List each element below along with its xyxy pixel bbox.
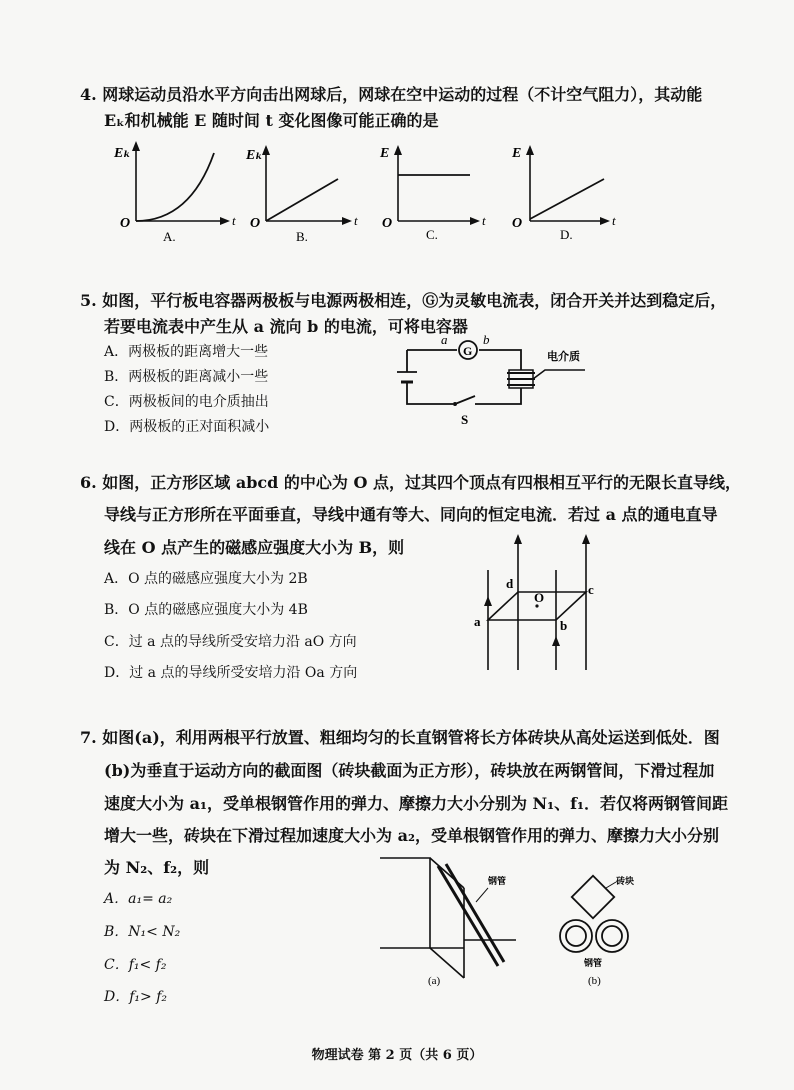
q5-number: 5. bbox=[80, 291, 97, 310]
caption-b: (b) bbox=[588, 975, 601, 987]
graph-a-origin: O bbox=[120, 216, 131, 231]
graph-b-caption: B. bbox=[296, 229, 308, 244]
q6-text-line2: 导线与正方形所在平面垂直，导线中通有等大、同向的恒定电流．若过 a 点的通电直导 bbox=[104, 505, 718, 524]
q6-option-a[interactable]: A．O 点的磁感应强度大小为 2B bbox=[104, 571, 308, 587]
q7-figure-a bbox=[378, 848, 528, 998]
q7-text-line2: (b)为垂直于运动方向的截面图（砖块截面为正方形），砖块放在两钢管间，下滑过程加 bbox=[104, 761, 715, 780]
q7-text-line3: 速度大小为 a₁，受单根钢管作用的弹力、摩擦力大小分别为 N₁、f₁．若仅将两钢管间距 bbox=[104, 794, 729, 813]
caption-a: (a) bbox=[428, 975, 441, 987]
q5-option-d[interactable]: D．两极板的正对面积减小 bbox=[104, 419, 270, 435]
graph-a-ylabel: Eₖ bbox=[114, 146, 131, 161]
q6-text-line3: 线在 O 点产生的磁感应强度大小为 B，则 bbox=[104, 538, 405, 557]
q6-wires-figure bbox=[470, 530, 620, 680]
q4-text-line2: Eₖ和机械能 E 随时间 t 变化图像可能正确的是 bbox=[104, 111, 439, 130]
label-c: c bbox=[588, 582, 594, 597]
page-footer: 物理试卷 第 2 页（共 6 页） bbox=[311, 1048, 483, 1063]
graph-d-caption: D. bbox=[560, 227, 573, 242]
q6-option-b[interactable]: B．O 点的磁感应强度大小为 4B bbox=[104, 602, 308, 618]
switch-label: S bbox=[461, 412, 469, 427]
q4-graphs bbox=[0, 135, 794, 265]
q5-circuit-figure bbox=[395, 330, 615, 430]
q5-text-line1: 5. 如图，平行板电容器两极板与电源两极相连，Ⓖ为灵敏电流表，闭合开关并达到稳定后， bbox=[80, 291, 727, 310]
graph-c-xlabel: t bbox=[482, 213, 486, 228]
q7-option-c[interactable]: C．f₁< f₂ bbox=[104, 957, 167, 973]
q5-option-a[interactable]: A．两极板的距离增大一些 bbox=[104, 344, 269, 360]
q5-option-c[interactable]: C．两极板间的电介质抽出 bbox=[104, 394, 269, 410]
q7-figure-b bbox=[548, 866, 648, 996]
dielectric-label: 电介质 bbox=[547, 351, 580, 363]
brick-label: 砖块 bbox=[616, 876, 635, 886]
graph-b-xlabel: t bbox=[354, 213, 358, 228]
galvanometer-label: G bbox=[463, 344, 473, 358]
q7-option-b[interactable]: B．N₁< N₂ bbox=[104, 924, 181, 940]
q4-number: 4. bbox=[80, 85, 97, 104]
q4-text-line1: 4. 网球运动员沿水平方向击出网球后，网球在空中运动的过程（不计空气阻力），其动能 bbox=[80, 85, 703, 104]
graph-b-ylabel: Eₖ bbox=[246, 148, 263, 163]
label-b: b bbox=[483, 332, 490, 347]
graph-c bbox=[379, 145, 486, 242]
pipe-left-icon bbox=[560, 920, 592, 952]
q6-text-line1: 6. 如图，正方形区域 abcd 的中心为 O 点，过其四个顶点有四根相互平行的无限长直导线， bbox=[80, 473, 741, 492]
pipe-right-icon bbox=[596, 920, 628, 952]
q7-number: 7. bbox=[80, 728, 97, 747]
q5-text-line2: 若要电流表中产生从 a 流向 b 的电流，可将电容器 bbox=[104, 317, 468, 336]
graph-d-origin: O bbox=[512, 216, 523, 231]
q7-text-line4: 增大一些，砖块在下滑过程加速度大小为 a₂，受单根钢管作用的弹力、摩擦力大小分别 bbox=[104, 826, 719, 845]
q7-text-line5: 为 N₂、f₂，则 bbox=[104, 858, 210, 877]
graph-d-ylabel: E bbox=[512, 146, 522, 161]
label-b: b bbox=[560, 618, 568, 633]
q6-option-c[interactable]: C．过 a 点的导线所受安培力沿 aO 方向 bbox=[104, 634, 357, 650]
graph-c-ylabel: E bbox=[380, 146, 390, 161]
q7-text-line1: 7. 如图(a)，利用两根平行放置、粗细均匀的长直钢管将长方体砖块从高处运送到低处．图 bbox=[80, 728, 720, 747]
graph-a-caption: A. bbox=[163, 229, 176, 244]
q6-option-d[interactable]: D．过 a 点的导线所受安培力沿 Oa 方向 bbox=[104, 665, 358, 681]
graph-a-xlabel: t bbox=[232, 213, 236, 228]
graph-c-origin: O bbox=[382, 216, 393, 231]
label-a: a bbox=[441, 332, 448, 347]
q7-option-a[interactable]: A．a₁= a₂ bbox=[104, 891, 173, 907]
label-d: d bbox=[506, 576, 514, 591]
label-a: a bbox=[474, 614, 481, 629]
q7-option-d[interactable]: D．f₁> f₂ bbox=[104, 989, 167, 1005]
q5-option-b[interactable]: B．两极板的距离减小一些 bbox=[104, 369, 269, 385]
pipe-label-a: 钢管 bbox=[488, 876, 507, 886]
pipe-label-b: 钢管 bbox=[584, 958, 603, 968]
q6-number: 6. bbox=[80, 473, 97, 492]
graph-c-caption: C. bbox=[426, 227, 438, 242]
graph-d bbox=[511, 145, 616, 242]
label-o: O bbox=[534, 590, 545, 605]
brick-icon bbox=[572, 876, 614, 918]
graph-b bbox=[245, 145, 358, 244]
graph-d-xlabel: t bbox=[612, 213, 616, 228]
graph-a bbox=[113, 141, 236, 244]
graph-b-origin: O bbox=[250, 216, 261, 231]
